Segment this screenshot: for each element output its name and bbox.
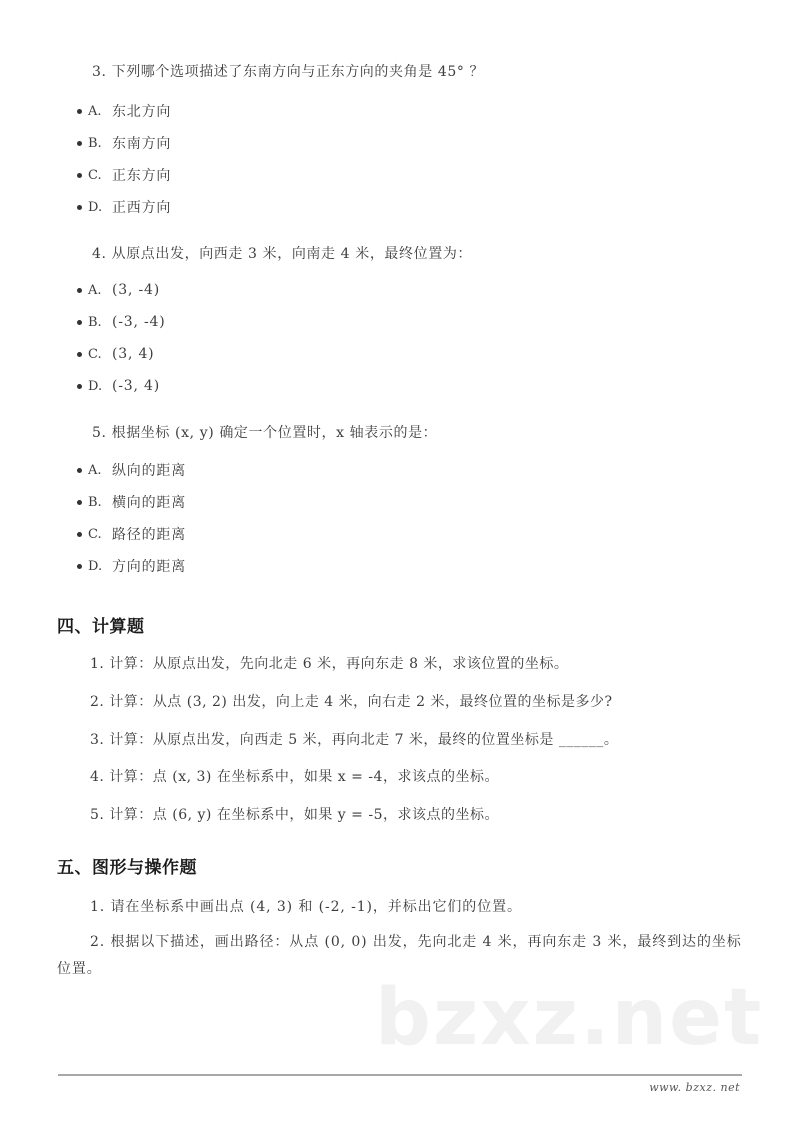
question-4-stem: 4. 从原点出发，向西走 3 米，向南走 4 米，最终位置为： [92,246,473,262]
option-text: 东北方向 [112,104,172,120]
calculation-item-1: 1. 计算：从原点出发，先向北走 6 米，再向东走 8 米，求该位置的坐标。 [90,656,569,672]
option-letter: A. [88,462,102,478]
question-4-option-a [76,280,160,300]
question-4-option-c [76,344,154,364]
option-text: 方向的距离 [112,559,186,575]
option-letter: A. [88,282,102,298]
bullet-icon [77,173,82,178]
question-5-option-d [76,556,186,576]
bullet-icon [77,109,82,114]
option-letter: D. [88,378,103,394]
bullet-icon [77,288,82,293]
graphing-item-1: 1. 请在坐标系中画出点 (4, 3) 和 (-2, -1)，并标出它们的位置。 [90,899,522,915]
option-letter: D. [88,199,103,215]
question-5-option-a [76,460,186,480]
question-4-option-d [76,376,160,396]
bullet-icon [77,141,82,146]
option-text: 横向的距离 [112,495,186,511]
option-letter: B. [88,314,102,330]
calculation-item-4: 4. 计算：点 (x, 3) 在坐标系中，如果 x = -4，求该点的坐标。 [90,769,499,785]
bullet-icon [77,500,82,505]
bullet-icon [77,564,82,569]
option-letter: C. [88,526,102,542]
option-text: (-3, -4) [112,314,166,330]
option-text: 纵向的距离 [112,463,186,479]
option-text: (-3, 4) [112,378,160,394]
footer-url: www. bzxz. net [649,1081,740,1094]
bullet-icon [77,532,82,537]
question-5-option-b [76,492,186,512]
option-text: (3, 4) [112,346,155,362]
option-letter: C. [88,346,102,362]
option-text: 路径的距离 [112,527,186,543]
bullet-icon [77,384,82,389]
option-text: 正东方向 [112,168,172,184]
question-3-stem: 3. 下列哪个选项描述了东南方向与正东方向的夹角是 45° ？ [92,64,485,80]
question-4-option-b [76,312,166,332]
option-letter: B. [88,494,102,510]
option-text: 正西方向 [112,200,172,216]
section-title-calculation: 四、计算题 [57,617,145,637]
question-3-option-d [76,197,171,217]
bullet-icon [77,352,82,357]
option-letter: B. [88,135,102,151]
option-letter: D. [88,558,103,574]
footer-divider [58,1074,742,1076]
calculation-item-5: 5. 计算：点 (6, y) 在坐标系中，如果 y = -5，求该点的坐标。 [90,807,499,823]
question-3-option-c [76,165,171,185]
bullet-icon [77,468,82,473]
option-letter: C. [88,167,102,183]
bullet-icon [77,205,82,210]
question-5-option-c [76,524,186,544]
section-title-graphing: 五、图形与操作题 [57,858,197,878]
watermark-text: bzxz.net [375,973,764,1063]
question-3-option-a [76,101,171,121]
graphing-item-2: 2. 根据以下描述，画出路径：从点 (0, 0) 出发，先向北走 4 米，再向东走 3 米，最终到达的坐标位置。 [57,934,742,977]
question-3-option-b [76,133,171,153]
option-text: (3, -4) [112,282,160,298]
question-5-stem: 5. 根据坐标 (x, y) 确定一个位置时，x 轴表示的是： [92,425,438,441]
option-letter: A. [88,103,102,119]
calculation-item-2: 2. 计算：从点 (3, 2) 出发，向上走 4 米，向右走 2 米，最终位置的坐标是多少? [90,694,613,710]
option-text: 东南方向 [112,136,172,152]
calculation-item-3: 3. 计算：从原点出发，向西走 5 米，再向北走 7 米，最终的位置坐标是 ______。 [90,732,619,748]
bullet-icon [77,320,82,325]
